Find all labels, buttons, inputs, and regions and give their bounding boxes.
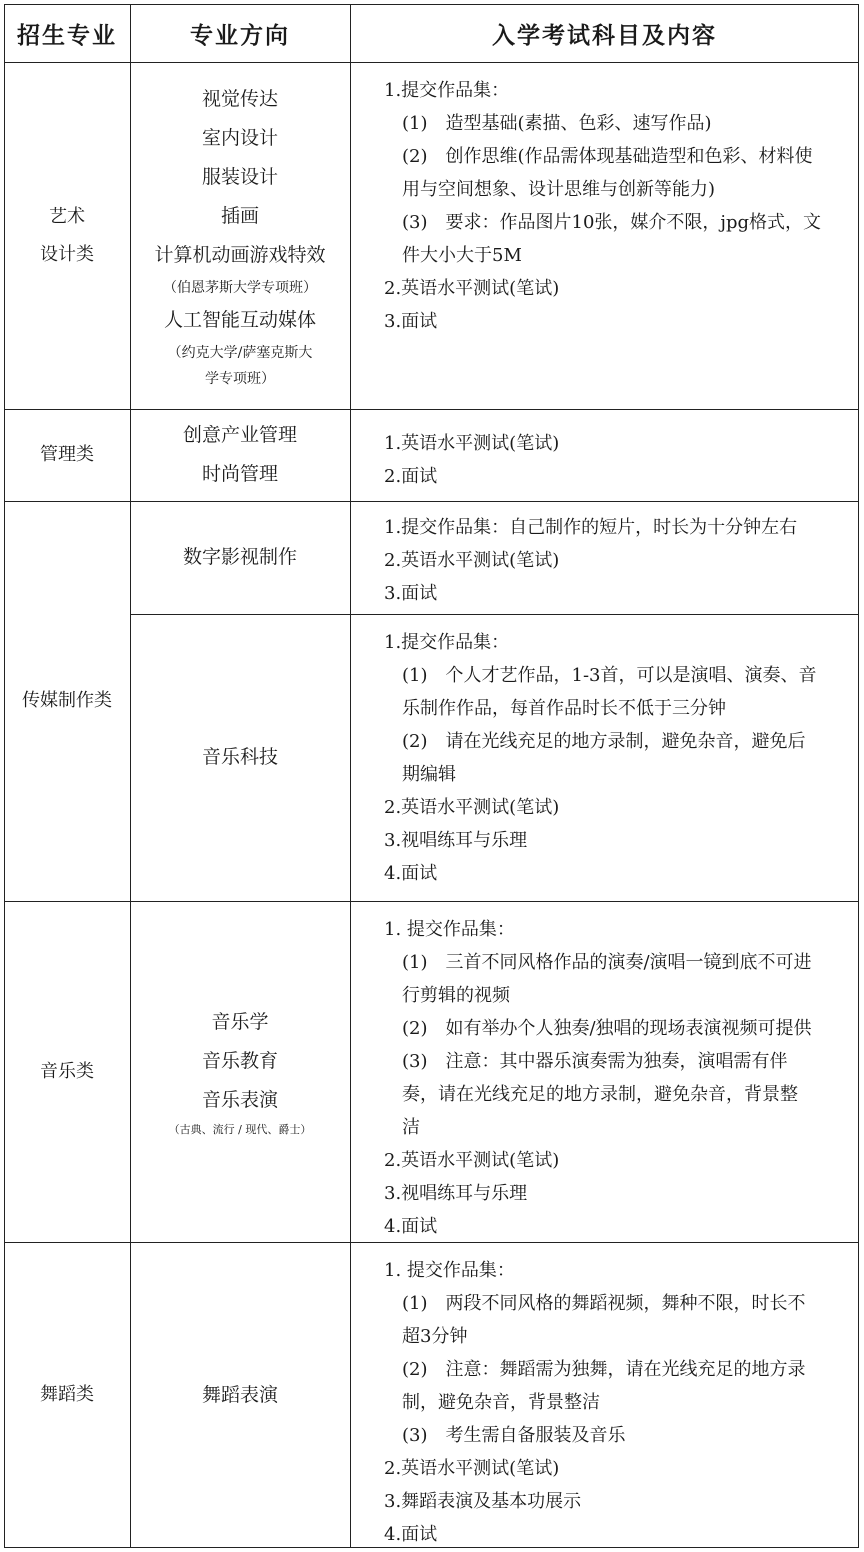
- direction-item: 音乐教育: [201, 1050, 278, 1072]
- header-major: 招生专业: [17, 22, 117, 49]
- category-cell: [4, 901, 130, 1242]
- category-cell: [4, 409, 130, 501]
- exam-line: 3.面试: [384, 311, 438, 332]
- exam-line: 1.提交作品集：: [384, 632, 510, 653]
- direction-cell: [130, 409, 350, 501]
- exam-cell: [384, 913, 853, 1243]
- exam-line: 期编辑: [402, 764, 456, 785]
- exam-cell: [384, 427, 853, 493]
- direction-item: 人工智能互动媒体: [163, 308, 316, 331]
- exam-line: 2.英语水平测试(笔试): [384, 1458, 560, 1479]
- table-border-vertical: [350, 4, 351, 1548]
- category-cell: [4, 1242, 130, 1548]
- category-cell: [4, 62, 130, 409]
- exam-line: (3) 要求：作品图片10张，媒介不限，jpg格式，文: [402, 212, 822, 233]
- exam-line: 4.面试: [384, 863, 438, 884]
- exam-line: (2) 请在光线充足的地方录制，避免杂音，避免后: [402, 731, 806, 752]
- exam-line: 2.英语水平测试(笔试): [384, 278, 560, 299]
- exam-line: (3) 考生需自备服装及音乐: [402, 1425, 626, 1446]
- direction-cell: [130, 62, 350, 409]
- header-direction: 专业方向: [190, 22, 290, 49]
- exam-line: 制，避免杂音，背景整洁: [402, 1392, 600, 1413]
- category-label: 传媒制作类: [22, 690, 112, 711]
- exam-line: 乐制作作品，每首作品时长不低于三分钟: [402, 698, 726, 719]
- exam-line: (3) 注意：其中器乐演奏需为独奏，演唱需有伴: [402, 1051, 788, 1072]
- direction-item: 舞蹈表演: [201, 1383, 278, 1406]
- table-border-vertical: [858, 4, 859, 1548]
- direction-cell: [130, 1242, 350, 1548]
- direction-item: 计算机动画游戏特效: [154, 243, 326, 266]
- exam-line: 3.面试: [384, 583, 438, 604]
- exam-line: (1) 三首不同风格作品的演奏/演唱一镜到底不可进: [402, 952, 812, 973]
- direction-item: 视觉传达: [201, 87, 278, 110]
- exam-cell: [384, 74, 853, 338]
- direction-item: 时尚管理: [201, 463, 278, 485]
- exam-line: 1. 提交作品集：: [384, 1260, 515, 1281]
- exam-line: 件大小大于5M: [402, 245, 522, 266]
- direction-item: 室内设计: [201, 126, 278, 149]
- direction-item: 创意产业管理: [182, 424, 297, 446]
- direction-cell: [130, 501, 350, 614]
- exam-cell: [384, 511, 853, 610]
- direction-item: 音乐学: [211, 1011, 269, 1033]
- direction-item: 学专项班）: [205, 370, 275, 387]
- exam-line: 2.英语水平测试(笔试): [384, 550, 560, 571]
- exam-line: 4.面试: [384, 1524, 438, 1545]
- exam-line: 4.面试: [384, 1216, 438, 1237]
- direction-item: （约克大学/萨塞克斯大: [167, 344, 313, 361]
- category-label: 设计类: [40, 243, 94, 265]
- exam-line: 行剪辑的视频: [402, 985, 510, 1006]
- exam-line: 1.英语水平测试(笔试): [384, 433, 560, 454]
- exam-line: (1) 个人才艺作品，1-3首，可以是演唱、演奏、音: [402, 665, 817, 686]
- exam-line: 3.舞蹈表演及基本功展示: [384, 1491, 582, 1512]
- direction-item: 插画: [220, 204, 259, 227]
- category-label: 音乐类: [40, 1060, 94, 1082]
- exam-cell: [384, 626, 853, 890]
- category-label: 管理类: [40, 444, 94, 465]
- header-exam: 入学考试科目及内容: [492, 22, 717, 49]
- exam-line: 奏，请在光线充足的地方录制，避免杂音，背景整: [402, 1084, 798, 1105]
- admission-table: [4, 4, 859, 1548]
- direction-cell: [130, 901, 350, 1242]
- direction-item: 服装设计: [201, 165, 278, 188]
- exam-line: 超3分钟: [402, 1326, 468, 1347]
- exam-cell: [384, 1254, 853, 1551]
- direction-item: （古典、流行 / 现代、爵士）: [168, 1123, 312, 1136]
- exam-line: (2) 如有举办个人独奏/独唱的现场表演视频可提供: [402, 1018, 812, 1039]
- exam-line: 3.视唱练耳与乐理: [384, 1183, 528, 1204]
- exam-line: (2) 创作思维(作品需体现基础造型和色彩、材料使: [402, 146, 813, 167]
- exam-line: 1. 提交作品集：: [384, 919, 515, 940]
- direction-cell: [130, 614, 350, 901]
- category-label: 舞蹈类: [40, 1384, 94, 1405]
- exam-line: 用与空间想象、设计思维与创新等能力): [402, 179, 716, 200]
- direction-item: 音乐表演: [201, 1089, 278, 1111]
- exam-line: 3.视唱练耳与乐理: [384, 830, 528, 851]
- exam-line: (2) 注意：舞蹈需为独舞，请在光线充足的地方录: [402, 1359, 806, 1380]
- table-border-horizontal: [4, 4, 859, 5]
- exam-line: 2.面试: [384, 466, 438, 487]
- direction-item: 数字影视制作: [182, 546, 297, 568]
- exam-line: 洁: [402, 1117, 420, 1138]
- exam-line: 1.提交作品集：自己制作的短片，时长为十分钟左右: [384, 517, 798, 538]
- exam-line: 2.英语水平测试(笔试): [384, 797, 560, 818]
- direction-item: （伯恩茅斯大学专项班）: [163, 279, 317, 296]
- category-cell: [4, 501, 130, 901]
- exam-line: 2.英语水平测试(笔试): [384, 1150, 560, 1171]
- exam-line: (1) 造型基础(素描、色彩、速写作品): [402, 113, 712, 134]
- exam-line: (1) 两段不同风格的舞蹈视频，舞种不限，时长不: [402, 1293, 806, 1314]
- category-label: 艺术: [49, 205, 85, 227]
- exam-line: 1.提交作品集：: [384, 80, 510, 101]
- direction-item: 音乐科技: [201, 746, 278, 768]
